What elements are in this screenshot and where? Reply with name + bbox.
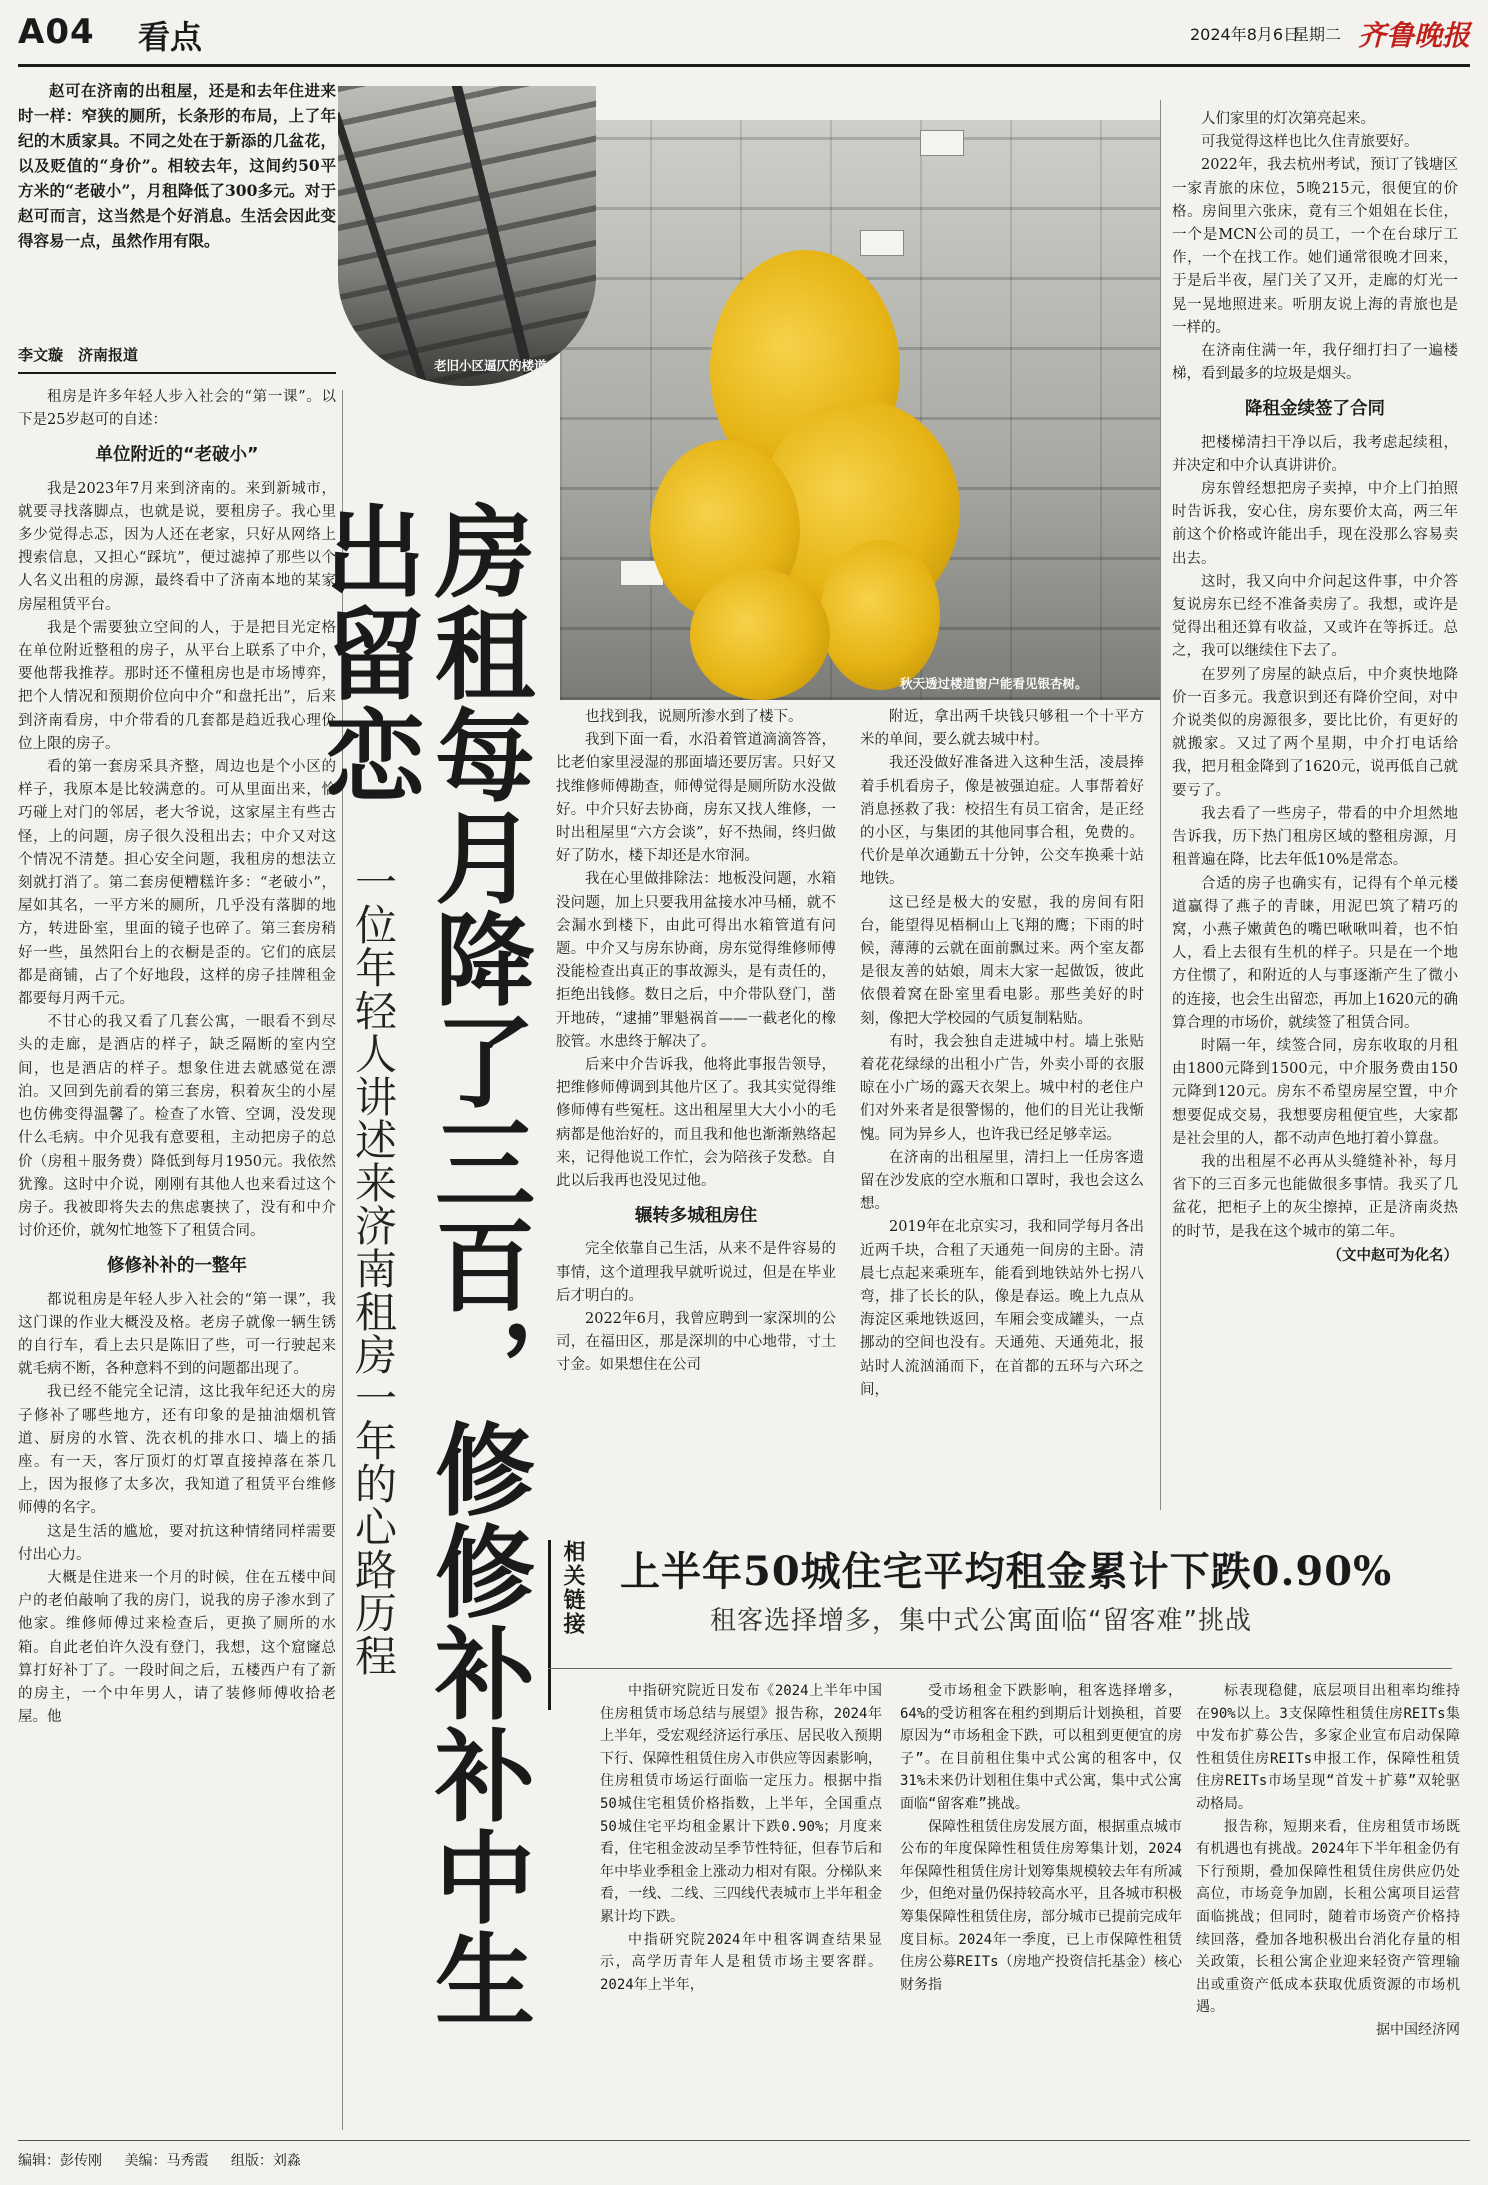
paragraph: 不甘心的我又看了几套公寓，一眼看不到尽头的走廊，是酒店的样子，缺乏隔断的室内空间，也是酒店的样子。想象住进去就感觉在漂泊。又回到先前看的第三套房，积着灰尘的小屋也仿佛变得温馨了。检查了水管、空调，没发现什么毛病。中介见我有意要租，主动把房子的总价（房租＋服务费）降低到每月1950元。我依然犹豫。这时中介说，刚刚有其他人也来看过这个房子。我被即将失去的焦虑裹挟了，没有和中介讨价还价，就匆忙地签下了租赁合同。 (18, 1014, 336, 1240)
related-rule (548, 1668, 1452, 1669)
photo-caption: 老旧小区逼仄的楼道。 (434, 358, 560, 373)
paragraph: 保障性租赁住房发展方面，根据重点城市公布的年度保障性租赁住房筹集计划，2024年保障性租赁住房计划筹集规模较去年有所减少，但绝对量仍保持较高水平，且各城市积极筹集保障性租赁住房，部分城市已提前完成年度目标。2024年一季度，已上市保障性租赁住房公募REITs（房地产投资信托基金）核心财务指 (900, 1818, 1182, 1993)
footer-credits (18, 2150, 319, 2170)
paragraph: 中指研究院2024年中租客调查结果显示，高学历青年人是租赁市场主要客群。2024年上半年， (600, 1931, 882, 1993)
paragraph: 报告称，短期来看，住房租赁市场既有机遇也有挑战。2024年下半年租金仍有下行预期，叠加保障性租赁住房供应仍处高位，市场竞争加剧，长租公寓项目运营面临挑战；但同时，随着市场资产价格持续回落，叠加各地积极出台消化存量的相关政策，长租公寓企业迎来轻资产管理输出或重资产低成本获取优质资源的市场机遇。 (1196, 1818, 1460, 2016)
paragraph: 我的出租屋不必再从头缝缝补补，每月省下的三百多元也能做很多事情。我买了几盆花，把柜子上的灰尘擦掉，正是济南炎热的时节，是我在这个城市的第二年。 (1172, 1153, 1458, 1240)
paragraph: 我已经不能完全记清，这比我年纪还大的房子修补了哪些地方，还有印象的是抽油烟机管道、厨房的水管、洗衣机的排水口、墙上的插座。有一天，客厅顶灯的灯罩直接掉落在茶几上，因为报修了太多次，我知道了租赁平台维修师傅的名字。 (18, 1384, 336, 1517)
main-headline: 房租每月降了三百，修修补补中生出留恋 (308, 500, 536, 2030)
footer-rule (18, 2140, 1470, 2141)
byline-rule (18, 372, 336, 374)
paragraph: 我是2023年7月来到济南的。来到新城市，就要寻找落脚点，也就是说，要租房子。我心里多少觉得忐忑，因为人还在老家，只好从网络上搜索信息，又担心“踩坑”，便过滤掉了那些以个人名义出租的房源，最终看中了济南本地的某家房屋租赁平台。 (18, 480, 336, 613)
paragraph: 把楼梯清扫干净以后，我考虑起续租，并决定和中介认真讲讲价。 (1172, 434, 1458, 474)
intro-text: 赵可在济南的出租屋，还是和去年住进来时一样：窄狭的厕所，长条形的布局，上了年纪的木质家具。不同之处在于新添的几盆花，以及贬值的“身价”。相较去年，这间约50平方米的“老破小”，月租降低了300多元。对于赵可而言，这当然是个好消息。生活会因此变得容易一点，虽然作用有限。 (18, 81, 336, 250)
subhead: 辗转多城租房住 (634, 1206, 758, 1227)
paragraph: 大概是住进来一个月的时候，住在五楼中间户的老伯敲响了我的房门，说我的房子渗水到了他家。维修师傅过来检查后，更换了厕所的水箱。自此老伯许久没有登门，我想，这个窟窿总算打好补丁了。一段时间之后，五楼西户有了新的房主，一个中年男人，请了装修师傅收拾老屋。他 (18, 1569, 336, 1726)
column-divider (1160, 100, 1161, 1510)
paragraph: 时隔一年，续签合同，房东收取的月租由1800元降到1500元，中介服务费由150元降到120元。房东不希望房屋空置，中介想要促成交易，我想要房租便宜些，大家都是社会里的人，都不动声色地打着小算盘。 (1172, 1037, 1458, 1147)
paragraph: 我在心里做排除法：地板没问题，水箱没问题，加上只要我用盆接水冲马桶，就不会漏水到楼下，由此可得出水箱管道有问题。中介又与房东协商，房东觉得维修师傅没能检查出真正的事故源头，是有责任的，拒绝出钱修。数日之后，中介带队登门，凿开地砖，“逮捕”罪魁祸首——一截老化的橡胶管。水患终于解决了。 (556, 871, 836, 1050)
issue-date: 2024年8月6日 (1190, 25, 1300, 44)
paragraph: 完全依靠自己生活，从来不是件容易的事情，这个道理我早就听说过，但是在毕业后才明白的。 (556, 1241, 836, 1304)
related-column-2 (900, 1680, 1182, 1996)
subhead: 降租金续签了合同 (1245, 399, 1385, 420)
subhead: 修修补补的一整年 (107, 1256, 247, 1277)
headline-deck: 一位年轻人讲述来济南租房一年的心路历程 (349, 860, 398, 1677)
paragraph: 我是个需要独立空间的人，于是把目光定格在单位附近整租的房子，从平台上联系了中介，要他帮我推荐。那时还不懂租房也是市场博弈，把个人情况和预期价位向中介“和盘托出”，后来到济南看房，中介带看的几套都是趋近我心理价位上限的房子。 (18, 619, 336, 752)
article-column-2 (556, 706, 836, 1378)
related-headline: 上半年50城住宅平均租金累计下跌0.90% (620, 1548, 1393, 1595)
paragraph: 有时，我会独自走进城中村。墙上张贴着花花绿绿的出租小广告，外卖小哥的衣服晾在小广场的露天衣架上。城中村的老住户们对外来者是很警惕的，他们的目光让我惭愧。同为异乡人，也许我已经足够幸运。 (860, 1033, 1144, 1143)
paragraph: 我去看了一些房子，带看的中介坦然地告诉我，历下热门租房区域的整租房源，月租普遍在降，比去年低10%是常态。 (1172, 805, 1458, 869)
section-name: 看点 (138, 18, 203, 56)
intro-paragraph (18, 78, 336, 253)
header-rule (18, 64, 1470, 67)
air-conditioner-icon (920, 130, 964, 156)
paragraph: 都说租房是年轻人步入社会的“第一课”，我这门课的作业大概没及格。老房子就像一辆生锈的自行车，看上去只是陈旧了些，可一行驶起来就毛病不断，各种意料不到的问题都出现了。 (18, 1291, 336, 1378)
ginkgo-tree-icon (820, 540, 940, 690)
related-source: 据中国经济网 (1376, 2021, 1460, 2038)
related-subheadline: 租客选择增多，集中式公寓面临“留客难”挑战 (710, 1606, 1252, 1636)
pseudonym-note: （文中赵可为化名） (1327, 1246, 1458, 1264)
paragraph: 在罗列了房屋的缺点后，中介爽快地降价一百多元。我意识到还有降价空间，对中介说类似的房源很多，要比比价，有更好的就搬家。又过了两个星期，中介打电话给我，把月租金降到了1620元，说再低自己就要亏了。 (1172, 666, 1458, 799)
editor-credit: 编辑：彭传刚 (18, 2153, 102, 2169)
paragraph: 在济南的出租屋里，清扫上一任房客遗留在沙发底的空水瓶和口罩时，我也会这么想。 (860, 1149, 1144, 1213)
paragraph: 我到下面一看，水沿着管道滴滴答答，比老伯家里浸湿的那面墙还要厉害。只好又找维修师傅勘查，师傅觉得是厕所防水没做好。中介只好去协商，房东又找人维修，一时出租屋里“六方会谈”，好不热闹，终归做好了防水，楼下却还是水帘洞。 (556, 732, 836, 865)
masthead (18, 8, 1470, 86)
paragraph: 附近，拿出两千块钱只够租一个十平方米的单间，要么就去城中村。 (860, 709, 1144, 749)
paragraph: 我还没做好准备进入这种生活，凌晨捧着手机看房子，像是被强迫症。人事帮着好消息拯救了我：校招生有员工宿舍，是正经的小区，与集团的其他同事合租，免费的。代价是单次通勤五十分钟，公交车换乘十站地铁。 (860, 755, 1144, 888)
related-link-label: 相关链接 (548, 1540, 588, 1710)
air-conditioner-icon (860, 230, 904, 256)
paragraph: 在济南住满一年，我仔细打扫了一遍楼梯，看到最多的垃圾是烟头。 (1172, 343, 1458, 383)
paragraph: 2022年，我去杭州考试，预订了钱塘区一家青旅的床位，5晚215元，很便宜的价格。房间里六张床，竟有三个姐姐在长住，一个是MCN公司的员工，一个在台球厅工作，一个在找工作。她们通常很晚才回来，于是后半夜，屋门关了又开，走廊的灯光一晃一晃地照进来。听朋友说上海的青旅也是一样的。 (1172, 157, 1458, 336)
article-column-4 (1172, 108, 1458, 1267)
paragraph: 这已经是极大的安慰，我的房间有阳台，能望得见梧桐山上飞翔的鹰；下雨的时候，薄薄的云就在面前飘过来。两个室友都是很友善的姑娘，周末大家一起做饭，彼此依偎着窝在卧室里看电影。那些美好的时刻，像把大学校园的气质复制粘贴。 (860, 894, 1144, 1027)
related-column-1 (600, 1680, 882, 1996)
subhead: 单位附近的“老破小” (95, 445, 259, 466)
paragraph: 房东曾经想把房子卖掉，中介上门拍照时告诉我，安心住，房东要价太高，两三年前这个价格或许能出手，现在没那么容易卖出去。 (1172, 481, 1458, 567)
byline: 李文璇 济南报道 (18, 346, 139, 364)
ginkgo-photo (560, 120, 1160, 700)
paragraph: 中指研究院近日发布《2024上半年中国住房租赁市场总结与展望》报告称，2024年上半年，受宏观经济运行承压、居民收入预期下行、保障性租赁住房入市供应等因素影响，住房租赁市场运行面临一定压力。根据中指50城住宅租赁价格指数，上半年，全国重点50城住宅平均租金累计下跌0.90%；月度来看，住宅租金波动呈季节性特征，但春节后和年中毕业季租金上涨动力相对有限。分梯队来看，一线、二线、三四线代表城市上半年租金累计均下跌。 (600, 1683, 882, 1925)
article-column-1 (18, 386, 336, 1729)
paper-logo: 齐鲁晚报 (1358, 19, 1471, 52)
paragraph: 人们家里的灯次第亮起来。 (1201, 111, 1375, 127)
handrail-icon (338, 112, 432, 386)
paragraph: 这时，我又向中介问起这件事，中介答复说房东已经不准备卖房了。我想，或许是觉得出租还算有收益，又或许在等拆迁。总之，我可以继续住下去了。 (1172, 573, 1458, 660)
paragraph: 2022年6月，我曾应聘到一家深圳的公司，在福田区，那是深圳的中心地带，寸土寸金。如果想住在公司 (556, 1311, 836, 1374)
section-code: A04 (18, 12, 95, 52)
article-column-3 (860, 706, 1144, 1402)
layout-credit: 组版：刘淼 (230, 2153, 301, 2169)
design-credit: 美编：马秀霞 (124, 2153, 209, 2169)
photo-caption: 秋天透过楼道窗户能看见银杏树。 (900, 676, 1088, 691)
handrail-icon (448, 86, 538, 386)
paragraph: 这是生活的尴尬，要对抗这种情绪同样需要付出心力。 (18, 1523, 336, 1563)
issue-weekday: 星期二 (1293, 25, 1342, 44)
paragraph: 租房是许多年轻人步入社会的“第一课”。以下是25岁赵可的自述： (18, 389, 336, 429)
paragraph: 受市场租金下跌影响，租客选择增多，64%的受访租客在租约到期后计划换租，首要原因为“市场租金下跌，可以租到更便宜的房子”。在目前租住集中式公寓的租客中，仅31%未来仍计划租住集中式公寓，集中式公寓面临“留客难”挑战。 (900, 1683, 1182, 1812)
paragraph: 可我觉得这样也比久住青旅要好。 (1201, 134, 1419, 151)
ginkgo-tree-icon (690, 570, 830, 700)
stairwell-photo (338, 86, 596, 386)
paragraph: 标表现稳健，底层项目出租率均维持在90%以上。3支保障性租赁住房REITs集中发布扩募公告，多家企业宣布启动保障性租赁住房REITs申报工作，保障性租赁住房REITs市场呈现“首发＋扩募”双轮驱动格局。 (1196, 1683, 1460, 1812)
paragraph: 也找到我，说厕所渗水到了楼下。 (585, 709, 803, 725)
related-column-3 (1196, 1680, 1460, 2042)
paragraph: 后来中介告诉我，他将此事报告领导，把维修师傅调到其他片区了。我其实觉得维修师傅有些冤枉。这出租屋里大大小小的毛病都是他治好的，而且我和他也渐渐熟络起来，记得他说工作忙，会为陪孩子发愁。自此以后我再也没见过他。 (556, 1057, 836, 1190)
paragraph: 2019年在北京实习，我和同学每月各出近两千块，合租了天通苑一间房的主卧。清晨七点起来乘班车，能看到地铁站外七拐八弯，排了长长的队，像是春运。晚上九点从海淀区乘地铁返回，车厢会变成罐头，一点挪动的空间也没有。天通苑、天通苑北，报站时人流汹涌而下，在首都的五环与六环之间， (860, 1219, 1144, 1398)
paragraph: 看的第一套房采具齐整，周边也是个小区的样子，我原本是比较满意的。可从里面出来，恰巧碰上对门的邻居，老大爷说，这家屋主有些古怪，上的问题，房子很久没租出去；中介又对这个情况不清楚。担心安全问题，我租房的想法立刻就打消了。第二套房便糟糕许多：“老破小”，屋如其名，一平方米的厕所，几乎没有落脚的地方，转进卧室，里面的镜子也碎了。第三套房稍好一些，虽然阳台上的衣橱是歪的。它们的底层都是商铺，占了个好地段，这样的房子挂牌租金都要每月两千元。 (18, 759, 336, 1008)
paragraph: 合适的房子也确实有，记得有个单元楼道贏得了燕子的青睐，用泥巴筑了精巧的窝，小燕子嫩黄色的嘴巴啾啾叫着，也不怕人，看上去很有生机的样子。只是在一个地方住惯了，和附近的人与事逐渐产生了微小的连接，也会生出留恋，再加上1620元的确算合理的市场价，就续签了租赁合同。 (1172, 875, 1458, 1031)
